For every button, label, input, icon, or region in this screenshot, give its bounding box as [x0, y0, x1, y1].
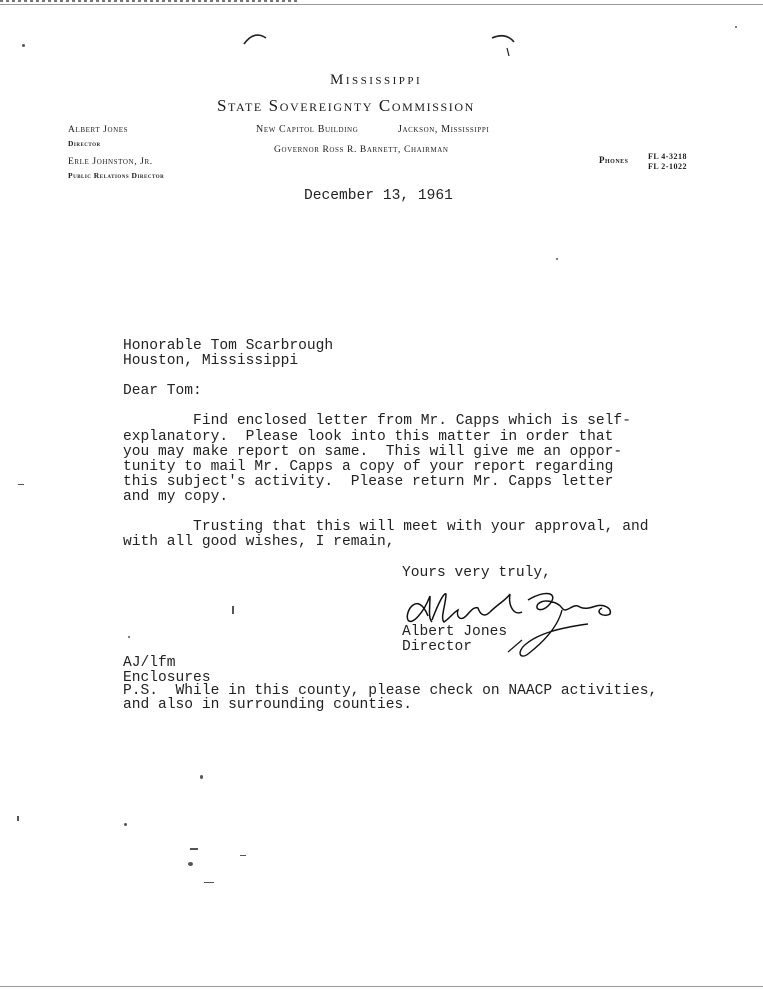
typist-initials: AJ/lfm: [123, 655, 176, 671]
signer-title: Director: [402, 639, 473, 655]
scan-speck: [188, 862, 193, 866]
director-name: Albert Jones: [68, 125, 129, 135]
letterhead-address-city: Jackson, Mississippi: [398, 124, 490, 135]
letterhead-governor-line: Governor Ross R. Barnett, Chairman: [274, 145, 449, 155]
postscript-line-1: P.S. While in this county, please check on NAACP activities,: [123, 683, 658, 699]
phones-label: Phones: [599, 155, 629, 165]
punch-hole-mark-left: [238, 28, 272, 58]
body-paragraph-2-line-2: with all good wishes, I remain,: [123, 534, 395, 550]
scan-speck: [18, 484, 24, 485]
scan-speck: [200, 775, 203, 779]
letterhead-commission: State Sovereignty Commission: [217, 96, 475, 115]
recipient-name: Honorable Tom Scarbrough: [123, 338, 334, 354]
body-paragraph-1-line-2: explanatory. Please look into this matter in order that: [123, 429, 614, 445]
body-paragraph-2-line-1: Trusting that this will meet with your approval, and: [123, 519, 649, 535]
scan-speck: [240, 855, 246, 856]
scan-speck: [232, 606, 234, 614]
director-title: Director: [68, 139, 101, 148]
signer-name: Albert Jones: [402, 624, 508, 640]
scan-speck: [22, 44, 25, 47]
body-paragraph-1-line-1: Find enclosed letter from Mr. Capps which is self-: [123, 413, 631, 429]
scan-speck: [124, 823, 127, 826]
letterhead-address-building: New Capitol Building: [256, 124, 359, 135]
scan-speck: [556, 258, 558, 260]
pr-title: Public Relations Director: [68, 171, 165, 180]
scan-speck: [735, 26, 737, 28]
enclosures-note: Enclosures: [123, 670, 211, 686]
scan-top-edge: [0, 4, 763, 5]
scan-speck: [17, 816, 19, 821]
salutation: Dear Tom:: [123, 383, 202, 399]
scan-speck: [128, 636, 130, 638]
phone-1: FL 4-3218: [648, 152, 687, 161]
recipient-city: Houston, Mississippi: [123, 353, 299, 369]
scan-bottom-edge: [0, 986, 763, 987]
body-paragraph-1-line-3: you may make report on same. This will give me an oppor-: [123, 444, 623, 460]
punch-hole-mark-right: [488, 30, 522, 66]
phone-2: FL 2-1022: [648, 162, 687, 171]
body-paragraph-1-line-5: this subject's activity. Please return Mr. Capps letter: [123, 474, 614, 490]
pr-name: Erle Johnston, Jr.: [68, 157, 153, 167]
body-paragraph-1-line-6: and my copy.: [123, 489, 229, 505]
letterhead-state: Mississippi: [330, 72, 423, 88]
scan-top-edge-dashes: [0, 0, 300, 2]
body-paragraph-1-line-4: tunity to mail Mr. Capps a copy of your report regarding: [123, 459, 614, 475]
closing: Yours very truly,: [402, 565, 551, 581]
letter-date: December 13, 1961: [304, 188, 453, 204]
scan-speck: [204, 882, 214, 883]
postscript-line-2: and also in surrounding counties.: [123, 697, 413, 713]
scan-speck: [190, 848, 198, 850]
